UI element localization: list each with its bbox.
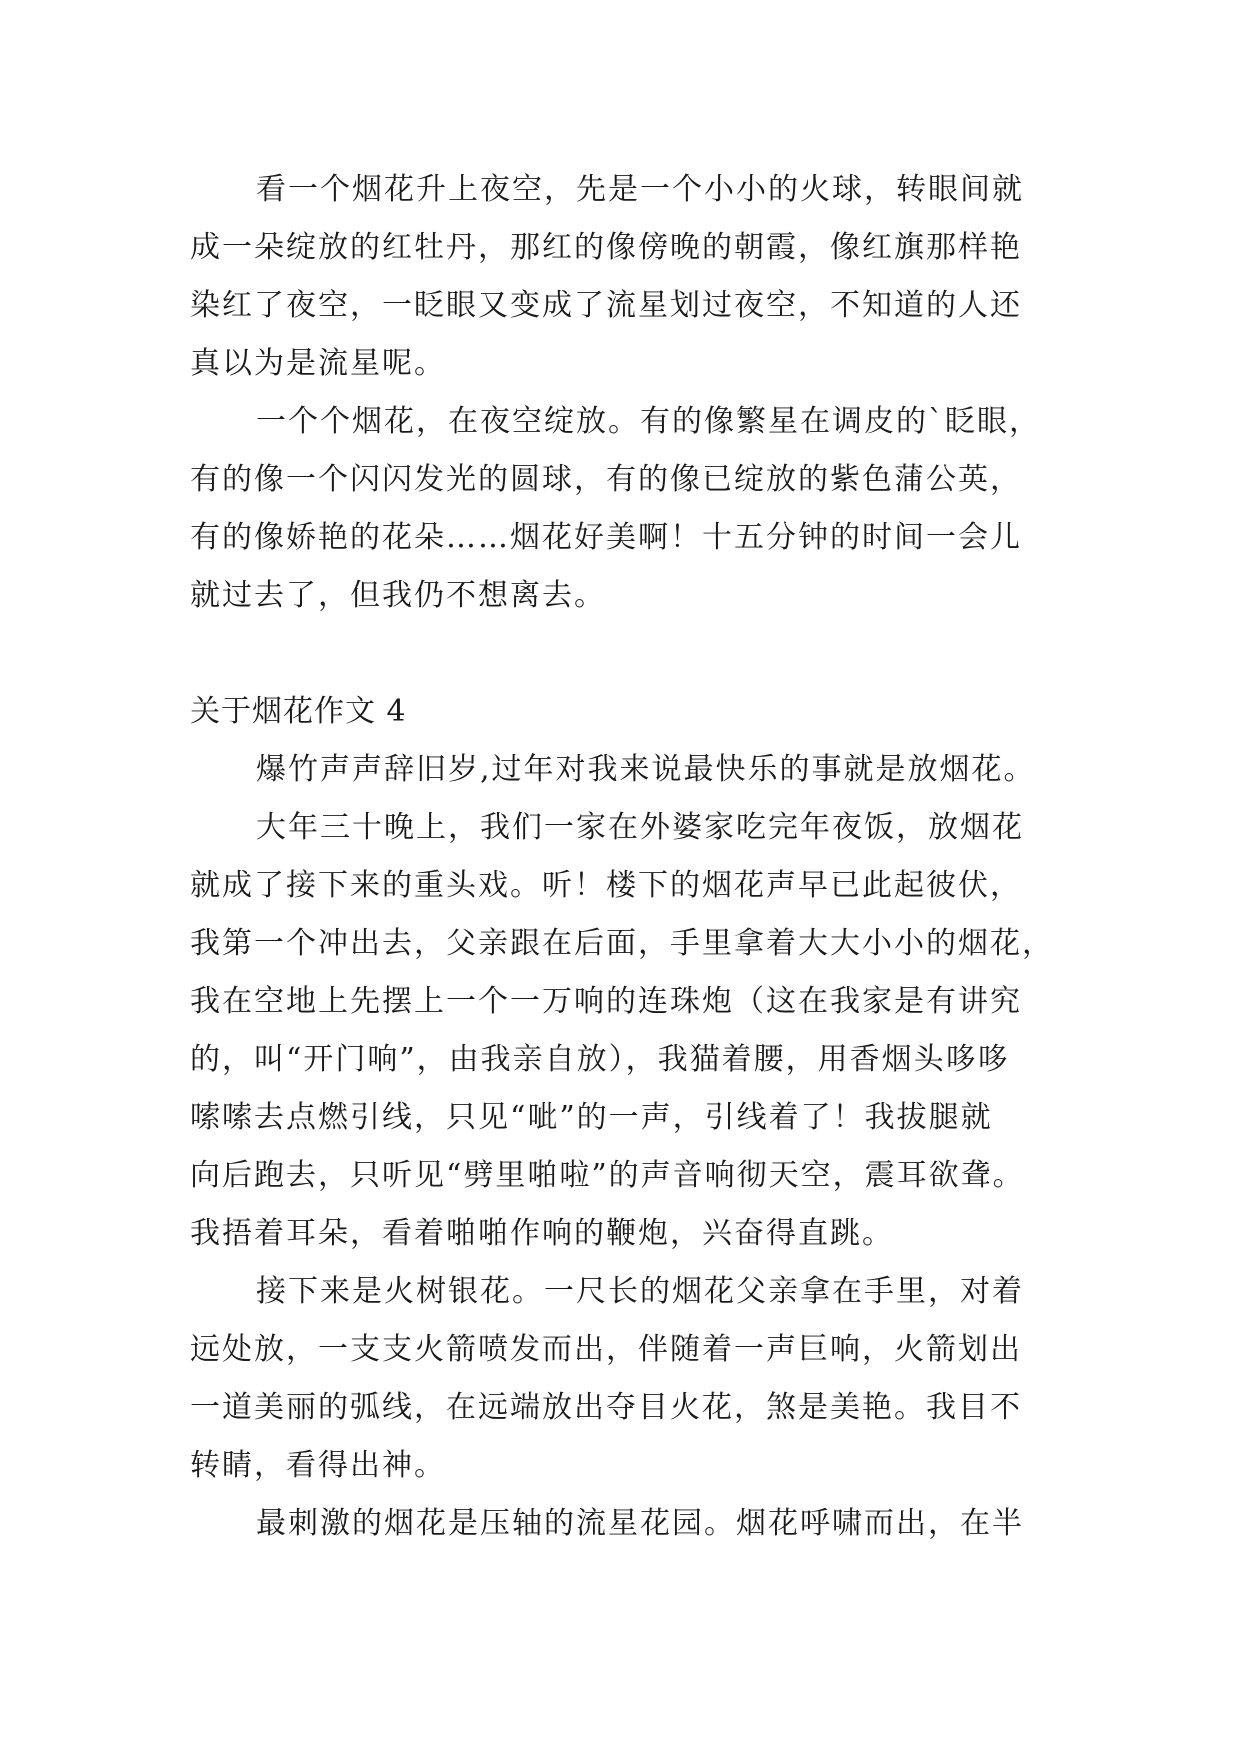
paragraph-line: 转睛，看得出神。 [190, 1448, 446, 1483]
paragraph-line: 染红了夜空，一眨眼又变成了流星划过夜空，不知道的人还 [190, 288, 1022, 323]
section-heading: 关于烟花作文 4 [190, 694, 407, 729]
paragraph-line: 成一朵绽放的红牡丹，那红的像傍晚的朝霞，像红旗那样艳 [190, 230, 1022, 265]
paragraph-line: 就成了接下来的重头戏。听！楼下的烟花声早已此起彼伏， [190, 868, 1022, 903]
paragraph-line: 最刺激的烟花是压轴的流星花园。烟花呼啸而出，在半 [256, 1506, 1024, 1541]
paragraph [190, 741, 1060, 799]
paragraph [190, 393, 1060, 625]
paragraph [190, 799, 1060, 1263]
paragraph [190, 161, 1060, 393]
section-gap [190, 625, 1060, 683]
paragraph-line: 我第一个冲出去，父亲跟在后面，手里拿着大大小小的烟花， [190, 926, 1054, 961]
paragraph-line: 有的像一个闪闪发光的圆球，有的像已绽放的紫色蒲公英， [190, 462, 1022, 497]
paragraph-line: 就过去了，但我仍不想离去。 [190, 578, 606, 613]
paragraph-line: 真以为是流星呢。 [190, 346, 446, 381]
paragraph-line: 我在空地上先摆上一个一万响的连珠炮（这在我家是有讲究 [190, 984, 1022, 1019]
paragraph-line: 一个个烟花，在夜空绽放。有的像繁星在调皮的`眨眼， [256, 404, 1041, 439]
paragraph-line: 有的像娇艳的花朵……烟花好美啊！十五分钟的时间一会儿 [190, 520, 1022, 555]
paragraph-line: 嗦嗦去点燃引线，只见“呲”的一声，引线着了！我拔腿就 [190, 1100, 993, 1135]
paragraph-line: 的，叫“开门响”，由我亲自放），我猫着腰，用香烟头哆哆 [190, 1042, 1010, 1077]
document-body [190, 161, 1060, 1553]
paragraph-line: 向后跑去，只听见“劈里啪啦”的声音响彻天空，震耳欲聋。 [190, 1158, 1025, 1193]
paragraph-line: 远处放，一支支火箭喷发而出，伴随着一声巨响，火箭划出 [190, 1332, 1022, 1367]
paragraph-line: 我捂着耳朵，看着啪啪作响的鞭炮，兴奋得直跳。 [190, 1216, 894, 1251]
paragraph-line: 接下来是火树银花。一尺长的烟花父亲拿在手里，对着 [256, 1274, 1024, 1309]
paragraph-line: 大年三十晚上，我们一家在外婆家吃完年夜饭，放烟花 [256, 810, 1024, 845]
paragraph [190, 1263, 1060, 1495]
paragraph [190, 1495, 1060, 1553]
paragraph-line: 一道美丽的弧线，在远端放出夺目火花，煞是美艳。我目不 [190, 1390, 1022, 1425]
paragraph-line: 爆竹声声辞旧岁,过年对我来说最快乐的事就是放烟花。 [256, 752, 1036, 787]
paragraph-line: 看一个烟花升上夜空，先是一个小小的火球，转眼间就 [256, 172, 1024, 207]
